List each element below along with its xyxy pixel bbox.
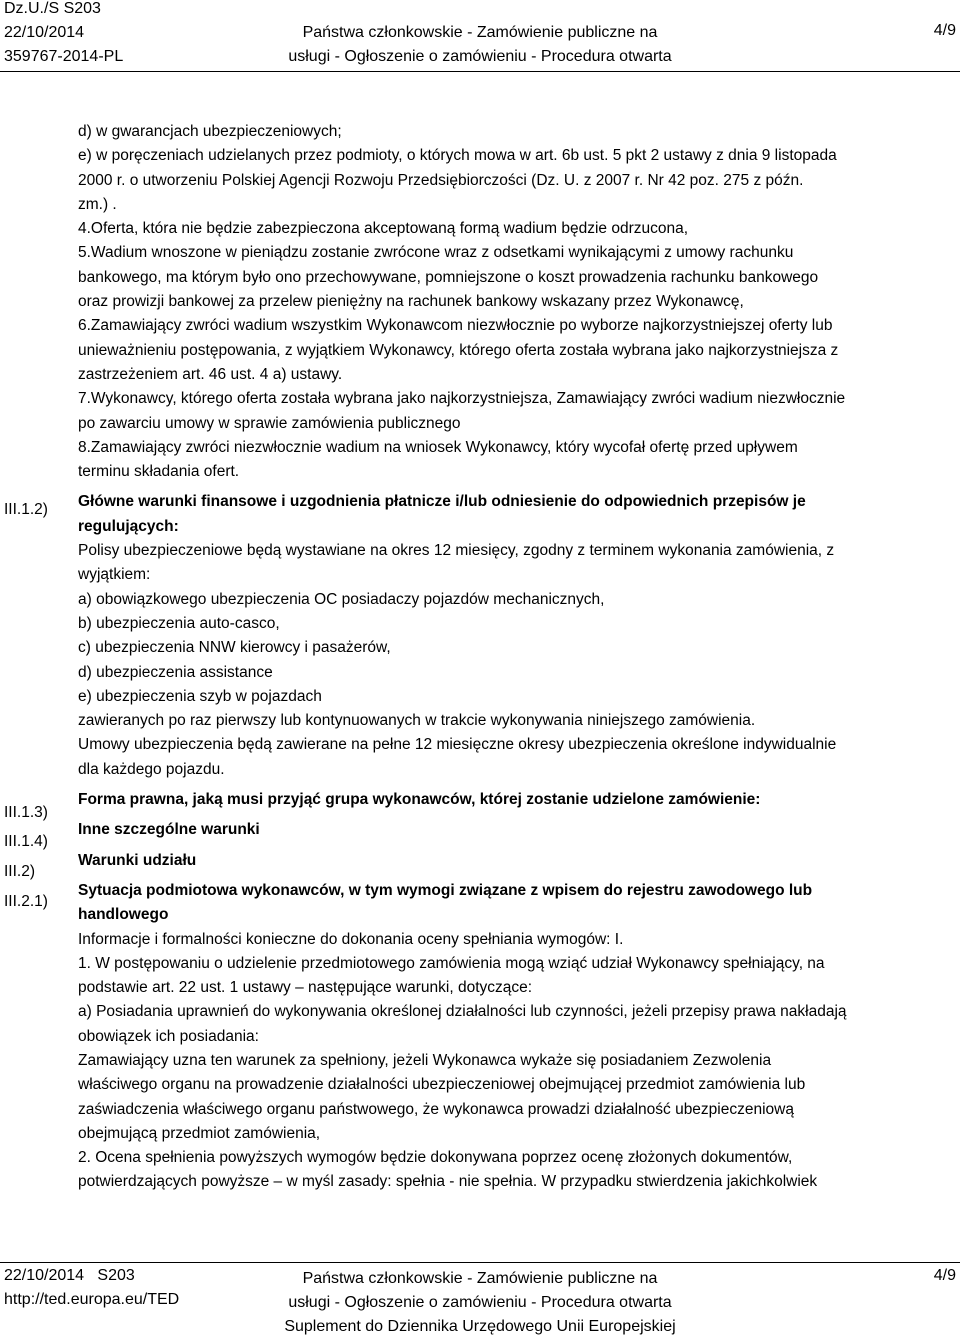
text-line: 4.Oferta, która nie będzie zabezpieczona akceptowaną formą wadium będzie odrzucona, [78,220,689,238]
text-line: c) ubezpieczenia NNW kierowcy i pasażerów, [78,639,391,657]
text-line: b) ubezpieczenia auto-casco, [78,614,280,632]
text-line: a) Posiadania uprawnień do wykonywania określonej działalności lub czynności, jeżeli przepisy prawa nakładają [78,1003,847,1021]
section-heading: Główne warunki finansowe i uzgodnienia płatnicze i/lub odniesienie do odpowiednich przepisów je [78,493,806,511]
text-line: 8.Zamawiający zwróci niezwłocznie wadium na wniosek Wykonawcy, który wycofał ofertę przed upływem [78,438,798,456]
document-body [78,120,958,1195]
header-date: 22/10/2014 [4,24,85,41]
notice-number: 359767-2014-PL [4,48,124,65]
header-rule [0,71,960,72]
text-line: potwierdzających powyższe – w myśl zasady: spełnia - nie spełnia. W przypadku stwierdzenia jakichkolwiek [78,1173,818,1191]
footer-page-number: 4/9 [933,1267,956,1284]
text-line: oraz prowizji bankowej za przelew pieniężny na rachunek bankowy wskazany przez Wykonawcę, [78,293,744,311]
text-line: e) w poręczeniach udzielanych przez podmioty, o których mowa w art. 6b ust. 5 pkt 2 ustawy z dnia 9 listopada [78,147,837,165]
text-line: zawieranych po raz pierwszy lub kontynuowanych w trakcie wykonywania niniejszego zamówienia. [78,712,756,730]
text-line: obowiązek ich posiadania: [78,1027,259,1045]
text-line: terminu składania ofert. [78,463,240,481]
text-line: 1. W postępowaniu o udzielenie przedmiotowego zamówienia mogą wziąć udział Wykonawcy spełniający, na [78,954,825,972]
text-line: bankowego, ma którym było ono przechowywane, pomniejszone o koszt prowadzenia rachunku bankowego [78,268,819,286]
footer-url: http://ted.europa.eu/TED [4,1291,180,1308]
section-heading: Inne szczególne warunki [78,821,260,839]
header-title-line2: usługi - Ogłoszenie o zamówieniu - Procedura otwarta [288,48,672,65]
section-heading: handlowego [78,906,169,924]
text-line: 6.Zamawiający zwróci wadium wszystkim Wykonawcom niezwłocznie po wyborze najkorzystniejszej oferty lub [78,317,833,335]
text-line: zaświadczenia właściwego organu państwowego, że wykonawca prowadzi działalność ubezpieczeniową [78,1100,794,1118]
text-line: a) obowiązkowego ubezpieczenia OC posiadaczy pojazdów mechanicznych, [78,590,605,608]
section-number: III.2) [4,863,36,880]
text-line: unieważnieniu postępowania, z wyjątkiem Wykonawcy, którego oferta została wybrana jako najkorzystniejsza z [78,341,839,359]
text-line: Polisy ubezpieczeniowe będą wystawiane na okres 12 miesięcy, zgodny z terminem wykonania zamówienia, z [78,542,835,560]
text-line: zastrzeżeniem art. 46 ust. 4 a) ustawy. [78,365,343,383]
journal-ref: Dz.U./S S203 [4,0,101,17]
text-line: d) w gwarancjach ubezpieczeniowych; [78,123,342,140]
text-line: Informacje i formalności konieczne do dokonania oceny spełniania wymogów: I. [78,930,624,948]
footer-title-line1: Państwa członkowskie - Zamówienie publiczne na [302,1270,658,1287]
page-footer [0,1263,960,1334]
header-title-line1: Państwa członkowskie - Zamówienie publiczne na [302,24,658,41]
text-line: e) ubezpieczenia szyb w pojazdach [78,687,322,705]
footer-title-line2: usługi - Ogłoszenie o zamówieniu - Procedura otwarta [288,1294,672,1311]
text-line: 5.Wadium wnoszone w pieniądzu zostanie zwrócone wraz z odsetkami wynikającymi z umowy rachunku [78,244,794,262]
section-number: III.1.3) [4,804,48,821]
section-heading: Warunki udziału [78,851,197,869]
text-line: 2000 r. o utworzeniu Polskiej Agencji Rozwoju Przedsiębiorczości (Dz. U. z 2007 r. Nr 42 poz. 275 z późn. [78,171,804,189]
text-line: obejmującą przedmiot zamówienia, [78,1124,321,1142]
text-line: dla każdego pojazdu. [78,760,225,778]
header-center [0,0,960,69]
text-line: Umowy ubezpieczenia będą zawierane na pełne 12 miesięczne okresy ubezpieczenia określone indywidualnie [78,736,837,754]
text-line: zm.) . [78,195,117,213]
section-heading: regulujących: [78,517,179,535]
footer-date: 22/10/2014 S203 [4,1267,135,1284]
text-line: wyjątkiem: [78,566,151,584]
text-line: 2. Ocena spełnienia powyższych wymogów będzie dokonywana poprzez ocenę złożonych dokumentów, [78,1149,793,1167]
text-line: po zawarciu umowy w sprawie zamówienia publicznego [78,414,461,432]
text-line: Zamawiający uzna ten warunek za spełniony, jeżeli Wykonawca wykaże się posiadaniem Zezwolenia [78,1051,772,1069]
section-heading: Sytuacja podmiotowa wykonawców, w tym wymogi związane z wpisem do rejestru zawodowego lub [78,881,813,899]
section-number: III.1.2) [4,501,48,518]
text-line: właściwego organu na prowadzenie działalności ubezpieczeniowej obejmującej przedmiot zamówienia lub [78,1076,806,1094]
text-line: 7.Wykonawcy, którego oferta została wybrana jako najkorzystniejsza, Zamawiający zwróci wadium niezwłocznie [78,390,846,408]
section-number: III.1.4) [4,833,48,850]
footer-title-line3: Suplement do Dziennika Urzędowego Unii Europejskiej [284,1318,676,1335]
footer-center [0,1267,960,1339]
section-number: III.2.1) [4,893,48,910]
text-line: podstawie art. 22 ust. 1 ustawy – następujące warunki, dotyczące: [78,979,533,997]
section-heading: Forma prawna, jaką musi przyjąć grupa wykonawców, której zostanie udzielone zamówienie: [78,791,761,809]
text-line: d) ubezpieczenia assistance [78,663,273,681]
header-page-number: 4/9 [933,22,956,39]
page-header [0,0,960,70]
